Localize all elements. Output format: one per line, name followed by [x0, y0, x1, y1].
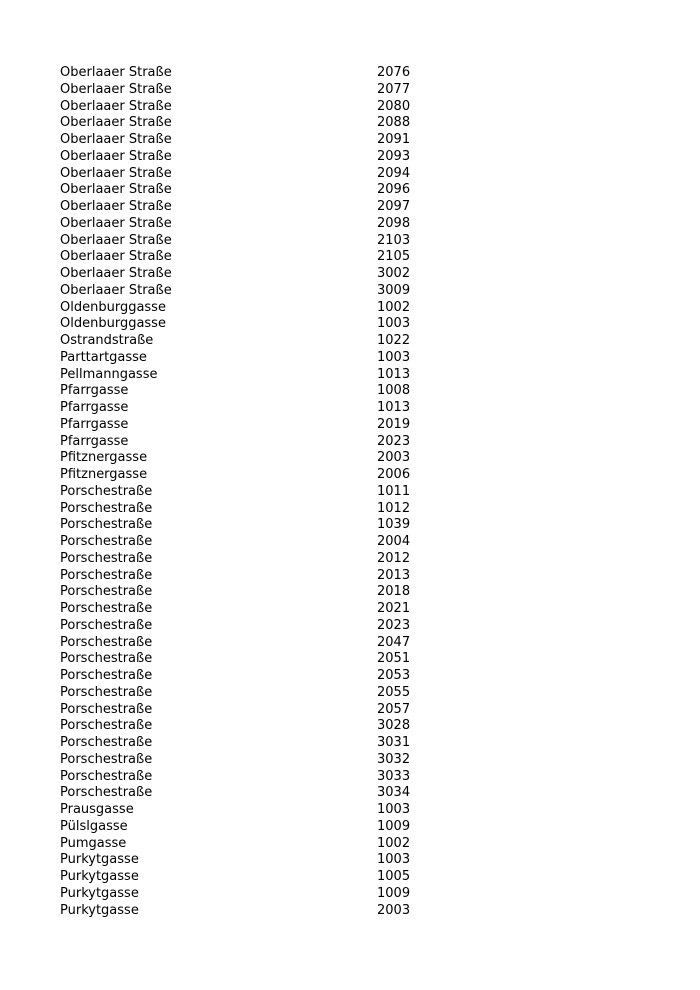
house-number: 1039	[377, 517, 411, 533]
house-number: 1003	[377, 852, 411, 868]
street-name: Porschestraße	[60, 534, 153, 549]
house-number: 2018	[377, 584, 411, 600]
table-row	[60, 199, 420, 216]
table-row	[60, 467, 420, 484]
house-number: 3033	[377, 768, 411, 784]
street-name: Pfarrgasse	[60, 433, 129, 449]
address-table	[60, 65, 420, 919]
street-name: Porschestraße	[60, 483, 153, 499]
street-name: Oberlaaer Straße	[60, 199, 172, 214]
street-name: Porschestraße	[60, 617, 153, 633]
house-number: 2055	[377, 684, 411, 700]
house-number: 2051	[377, 651, 411, 667]
street-name: Pfarrgasse	[60, 400, 129, 415]
street-name: Oberlaaer Straße	[60, 165, 172, 181]
street-name: Purkytgasse	[60, 902, 139, 918]
street-name: Pumgasse	[60, 835, 127, 851]
table-row	[60, 233, 420, 250]
street-name: Oberlaaer Straße	[60, 98, 172, 114]
street-name: Porschestraße	[60, 768, 153, 784]
street-name: Oberlaaer Straße	[60, 282, 172, 298]
house-number: 2003	[377, 902, 411, 918]
street-name: Purkytgasse	[60, 885, 139, 901]
table-row	[60, 869, 420, 886]
table-row	[60, 718, 420, 735]
street-name: Oberlaaer Straße	[60, 215, 172, 231]
street-name: Parttartgasse	[60, 349, 147, 365]
table-row	[60, 702, 420, 719]
table-row	[60, 434, 420, 451]
table-row	[60, 685, 420, 702]
house-number: 3034	[377, 785, 411, 801]
street-name: Purkytgasse	[60, 852, 139, 868]
street-name: Porschestraße	[60, 500, 153, 516]
street-name: Pülslgasse	[60, 818, 128, 834]
street-name: Porschestraße	[60, 785, 153, 801]
house-number: 2098	[377, 215, 411, 231]
street-name: Porschestraße	[60, 684, 153, 700]
street-name: Porschestraße	[60, 668, 153, 683]
table-row	[60, 752, 420, 769]
house-number: 2105	[377, 249, 411, 265]
street-name: Porschestraße	[60, 584, 153, 600]
table-row	[60, 249, 420, 266]
street-name: Oberlaaer Straße	[60, 232, 172, 248]
table-row	[60, 132, 420, 149]
table-row	[60, 903, 420, 920]
house-number: 2076	[377, 65, 411, 80]
house-number: 1011	[377, 483, 411, 499]
house-number: 1003	[377, 349, 411, 365]
table-row	[60, 400, 420, 417]
table-row	[60, 584, 420, 601]
table-row	[60, 417, 420, 434]
house-number: 2094	[377, 165, 411, 181]
street-name: Prausgasse	[60, 802, 134, 817]
street-name: Pfarrgasse	[60, 416, 129, 432]
table-row	[60, 568, 420, 585]
street-name: Oberlaaer Straße	[60, 65, 172, 80]
table-row	[60, 149, 420, 166]
house-number: 1009	[377, 885, 411, 901]
house-number: 2053	[377, 668, 411, 683]
house-number: 1003	[377, 316, 411, 332]
table-row	[60, 383, 420, 400]
table-row	[60, 166, 420, 183]
street-name: Porschestraße	[60, 751, 153, 767]
house-number: 3032	[377, 751, 411, 767]
table-row	[60, 99, 420, 116]
table-row	[60, 886, 420, 903]
street-name: Porschestraße	[60, 601, 153, 616]
table-row	[60, 501, 420, 518]
table-row	[60, 836, 420, 853]
house-number: 2003	[377, 450, 411, 466]
table-row	[60, 216, 420, 233]
street-name: Oberlaaer Straße	[60, 266, 172, 281]
table-row	[60, 266, 420, 283]
table-row	[60, 517, 420, 534]
table-row	[60, 819, 420, 836]
house-number: 1005	[377, 869, 411, 884]
house-number: 3028	[377, 718, 411, 734]
house-number: 2093	[377, 148, 411, 164]
house-number: 1009	[377, 818, 411, 834]
house-number: 1022	[377, 333, 411, 348]
house-number: 2013	[377, 567, 411, 583]
street-name: Porschestraße	[60, 634, 153, 650]
table-row	[60, 316, 420, 333]
house-number: 2096	[377, 182, 411, 198]
street-name: Oldenburggasse	[60, 316, 166, 332]
street-name: Oberlaaer Straße	[60, 249, 172, 265]
house-number: 3009	[377, 282, 411, 298]
street-name: Porschestraße	[60, 735, 153, 750]
house-number: 1013	[377, 400, 411, 415]
house-number: 2019	[377, 416, 411, 432]
table-row	[60, 551, 420, 568]
street-name: Pellmanngasse	[60, 366, 158, 382]
table-row	[60, 785, 420, 802]
house-number: 1008	[377, 383, 411, 399]
house-number: 2080	[377, 98, 411, 114]
table-row	[60, 283, 420, 300]
house-number: 1013	[377, 366, 411, 382]
street-name: Porschestraße	[60, 517, 153, 533]
house-number: 2091	[377, 132, 411, 147]
house-number: 2023	[377, 433, 411, 449]
table-row	[60, 769, 420, 786]
house-number: 2097	[377, 199, 411, 214]
house-number: 1003	[377, 802, 411, 817]
house-number: 3031	[377, 735, 411, 750]
street-name: Porschestraße	[60, 701, 153, 717]
street-name: Oberlaaer Straße	[60, 81, 172, 97]
table-row	[60, 65, 420, 82]
house-number: 1002	[377, 835, 411, 851]
table-row	[60, 450, 420, 467]
house-number: 2057	[377, 701, 411, 717]
table-row	[60, 802, 420, 819]
table-row	[60, 300, 420, 317]
table-row	[60, 601, 420, 618]
street-name: Oldenburggasse	[60, 299, 166, 315]
table-row	[60, 115, 420, 132]
street-name: Oberlaaer Straße	[60, 182, 172, 198]
street-name: Porschestraße	[60, 567, 153, 583]
street-name: Oberlaaer Straße	[60, 132, 172, 147]
house-number: 2006	[377, 467, 411, 482]
table-row	[60, 735, 420, 752]
house-number: 2023	[377, 617, 411, 633]
street-name: Pfitznergasse	[60, 450, 148, 466]
table-row	[60, 618, 420, 635]
house-number: 2103	[377, 232, 411, 248]
table-row	[60, 534, 420, 551]
table-row	[60, 333, 420, 350]
table-row	[60, 484, 420, 501]
house-number: 2004	[377, 534, 411, 549]
street-name: Purkytgasse	[60, 869, 139, 884]
street-name: Porschestraße	[60, 651, 153, 667]
table-row	[60, 82, 420, 99]
street-name: Pfarrgasse	[60, 383, 129, 399]
house-number: 3002	[377, 266, 411, 281]
table-row	[60, 852, 420, 869]
table-row	[60, 182, 420, 199]
street-name: Pfitznergasse	[60, 467, 148, 482]
table-row	[60, 668, 420, 685]
street-name: Porschestraße	[60, 550, 153, 566]
house-number: 1012	[377, 500, 411, 516]
table-row	[60, 350, 420, 367]
street-name: Ostrandstraße	[60, 333, 154, 348]
house-number: 2012	[377, 550, 411, 566]
house-number: 2047	[377, 634, 411, 650]
street-name: Oberlaaer Straße	[60, 115, 172, 131]
house-number: 2077	[377, 81, 411, 97]
house-number: 2088	[377, 115, 411, 131]
street-name: Oberlaaer Straße	[60, 148, 172, 164]
street-name: Porschestraße	[60, 718, 153, 734]
house-number: 2021	[377, 601, 411, 616]
table-row	[60, 651, 420, 668]
table-row	[60, 367, 420, 384]
house-number: 1002	[377, 299, 411, 315]
table-row	[60, 635, 420, 652]
